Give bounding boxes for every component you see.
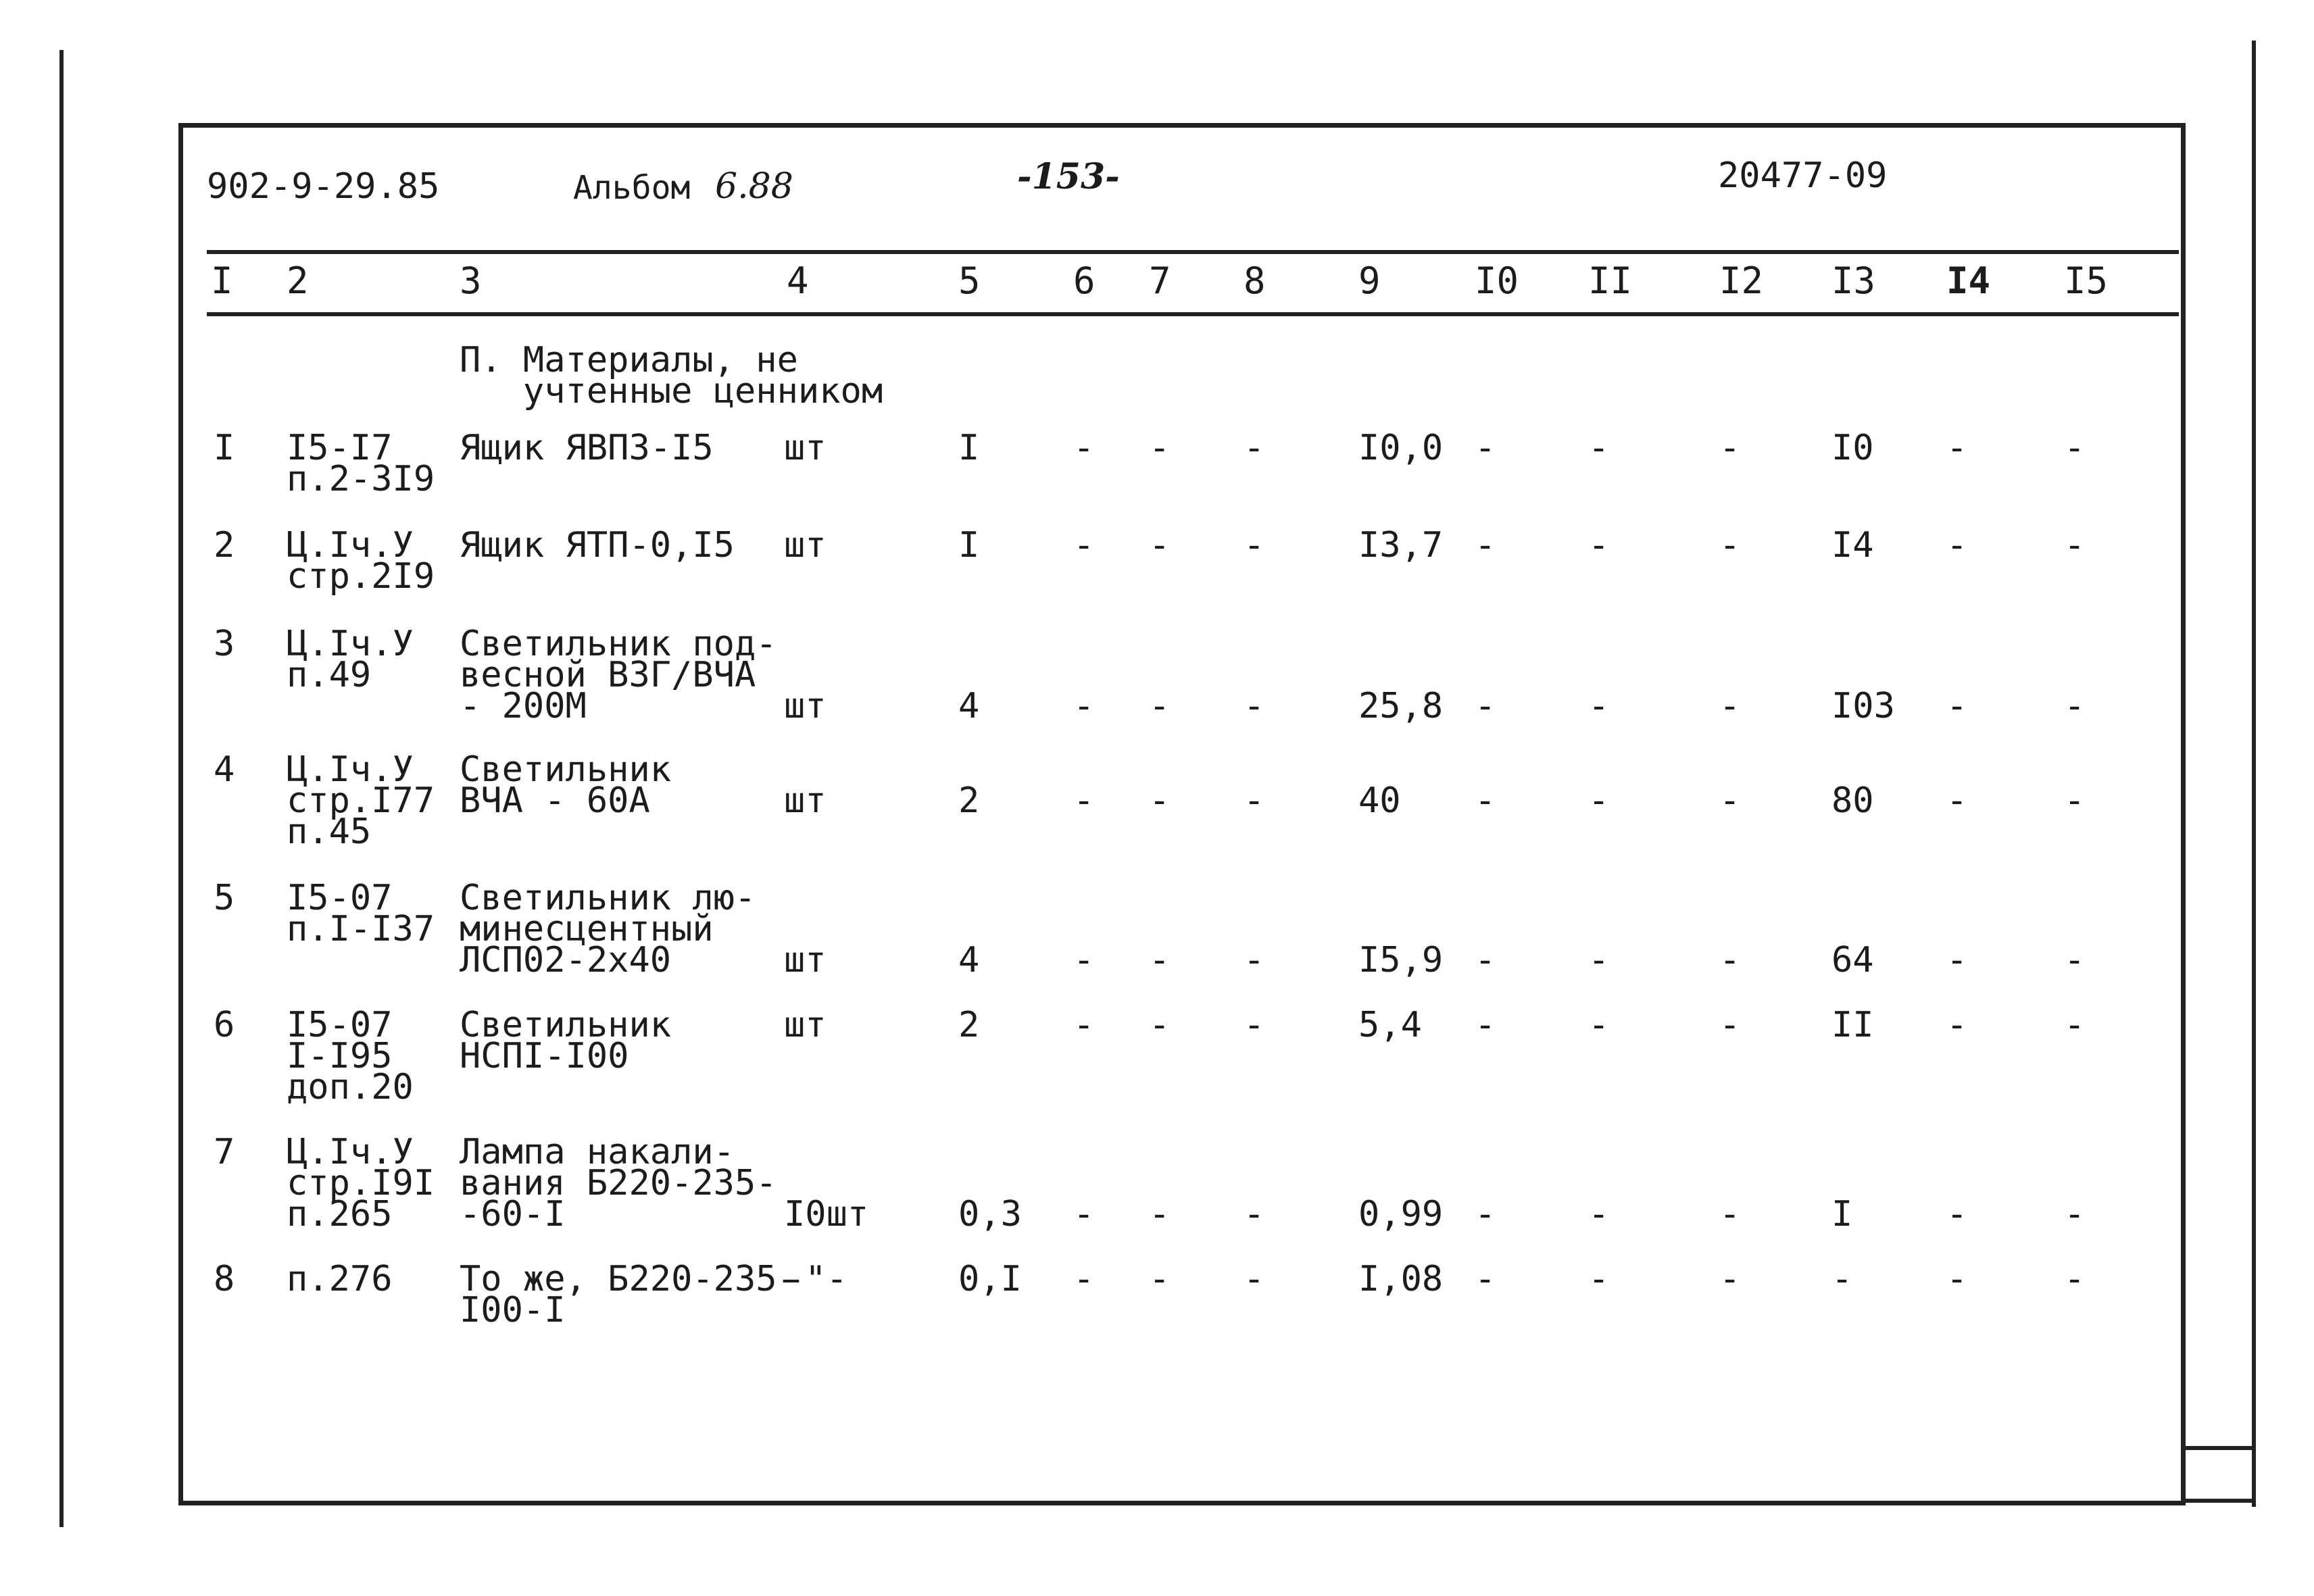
cell-col-6: - [1073, 780, 1095, 821]
cell-col-14: - [1946, 1259, 1968, 1299]
right-binding-stub-top [2186, 1446, 2256, 1450]
cell-col-11: - [1588, 525, 1610, 566]
cell-col-1: 7 [214, 1132, 235, 1172]
cell-col-11: - [1588, 1005, 1610, 1045]
cell-col-8: - [1244, 1194, 1265, 1235]
cell-col-12: - [1719, 1005, 1741, 1045]
cell-col-13: I03 [1831, 686, 1895, 726]
cell-col-5: I [958, 428, 980, 468]
column-header-3: 3 [460, 259, 482, 302]
cell-col-15: - [2064, 940, 2086, 980]
cell-col-13: 80 [1831, 780, 1874, 821]
column-header-4: 4 [787, 259, 809, 302]
cell-col-1: 4 [214, 749, 235, 790]
column-header-2: 2 [287, 259, 309, 302]
cell-col-3: Лампа накали- вания Б220-235- -60-I [460, 1132, 777, 1235]
cell-col-3: То же, Б220-235- I00-I [460, 1259, 798, 1330]
cell-col-4: I0шт [784, 1194, 869, 1235]
cell-col-4: шт [784, 1005, 827, 1045]
cell-col-15: - [2064, 1005, 2086, 1045]
right-binding-line [2252, 41, 2256, 1507]
cell-col-2: Ц.Iч.У стр.I77 п.45 [287, 749, 435, 852]
cell-col-4: шт [784, 780, 827, 821]
section-title: П. Материалы, не учтенные ценником [460, 340, 883, 412]
column-header-13: I3 [1831, 259, 1876, 302]
album-label: Альбом [573, 169, 691, 207]
cell-col-4: -"- [784, 1259, 847, 1299]
cell-col-5: 4 [958, 686, 980, 726]
cell-col-8: - [1244, 525, 1265, 566]
cell-col-12: - [1719, 1194, 1741, 1235]
cell-col-14: - [1946, 525, 1968, 566]
cell-col-10: - [1475, 525, 1496, 566]
cell-col-13: 64 [1831, 940, 1874, 980]
cell-col-7: - [1149, 686, 1171, 726]
cell-col-14: - [1946, 1194, 1968, 1235]
cell-col-1: I [214, 428, 235, 468]
column-header-5: 5 [958, 259, 981, 302]
cell-col-7: - [1149, 1194, 1171, 1235]
cell-col-10: - [1475, 686, 1496, 726]
column-header-1: I [211, 259, 233, 302]
cell-col-8: - [1244, 1005, 1265, 1045]
column-header-15: I5 [2064, 259, 2109, 302]
cell-col-9: 25,8 [1358, 686, 1444, 726]
cell-col-1: 8 [214, 1259, 235, 1299]
page-number: -153- [1017, 156, 1120, 197]
cell-col-4: шт [784, 428, 827, 468]
cell-col-3: Светильник ВЧА - 60А [460, 749, 672, 821]
cell-col-5: 0,I [958, 1259, 1022, 1299]
header-bottom-rule [207, 312, 2179, 316]
cell-col-9: 40 [1358, 780, 1401, 821]
cell-col-8: - [1244, 1259, 1265, 1299]
cell-col-14: - [1946, 940, 1968, 980]
cell-col-10: - [1475, 780, 1496, 821]
cell-col-1: 5 [214, 878, 235, 918]
cell-col-4: шт [784, 686, 827, 726]
cell-col-2: I5-07 п.I-I37 [287, 878, 435, 949]
cell-col-11: - [1588, 1194, 1610, 1235]
cell-col-15: - [2064, 1259, 2086, 1299]
cell-col-11: - [1588, 428, 1610, 468]
cell-col-2: Ц.Iч.У п.49 [287, 624, 414, 695]
column-header-14: I4 [1946, 259, 1991, 302]
cell-col-5: 2 [958, 780, 980, 821]
cell-col-14: - [1946, 780, 1968, 821]
column-header-8: 8 [1244, 259, 1266, 302]
column-header-11: II [1588, 259, 1633, 302]
cell-col-12: - [1719, 686, 1741, 726]
cell-col-2: Ц.Iч.У стр.2I9 [287, 525, 435, 597]
cell-col-1: 3 [214, 624, 235, 664]
cell-col-15: - [2064, 1194, 2086, 1235]
cell-col-6: - [1073, 1194, 1095, 1235]
cell-col-8: - [1244, 780, 1265, 821]
cell-col-13: - [1831, 1259, 1853, 1299]
column-header-10: I0 [1475, 259, 1519, 302]
cell-col-12: - [1719, 525, 1741, 566]
cell-col-10: - [1475, 1005, 1496, 1045]
cell-col-4: шт [784, 940, 827, 980]
cell-col-7: - [1149, 525, 1171, 566]
cell-col-13: I0 [1831, 428, 1874, 468]
column-header-12: I2 [1719, 259, 1764, 302]
cell-col-11: - [1588, 780, 1610, 821]
cell-col-11: - [1588, 686, 1610, 726]
cell-col-7: - [1149, 1005, 1171, 1045]
cell-col-2: I5-I7 п.2-3I9 [287, 428, 435, 499]
cell-col-3: Ящик ЯВПЗ-I5 [460, 428, 714, 468]
cell-col-5: 0,3 [958, 1194, 1022, 1235]
doc-number: 902-9-29.85 [207, 166, 440, 207]
cell-col-14: - [1946, 686, 1968, 726]
header-top-rule [207, 250, 2179, 254]
cell-col-7: - [1149, 940, 1171, 980]
cell-col-7: - [1149, 428, 1171, 468]
cell-col-3: Ящик ЯТП-0,I5 [460, 525, 735, 566]
cell-col-5: I [958, 525, 980, 566]
cell-col-12: - [1719, 940, 1741, 980]
cell-col-5: 2 [958, 1005, 980, 1045]
cell-col-15: - [2064, 686, 2086, 726]
cell-col-11: - [1588, 1259, 1610, 1299]
cell-col-9: I,08 [1358, 1259, 1444, 1299]
right-binding-stub-bottom [2186, 1499, 2256, 1503]
cell-col-9: 0,99 [1358, 1194, 1444, 1235]
cell-col-11: - [1588, 940, 1610, 980]
cell-col-1: 6 [214, 1005, 235, 1045]
document-code: 20477-09 [1718, 155, 1888, 196]
cell-col-8: - [1244, 940, 1265, 980]
cell-col-7: - [1149, 1259, 1171, 1299]
cell-col-15: - [2064, 525, 2086, 566]
cell-col-13: I4 [1831, 525, 1874, 566]
cell-col-10: - [1475, 1259, 1496, 1299]
cell-col-8: - [1244, 428, 1265, 468]
cell-col-6: - [1073, 1005, 1095, 1045]
left-binding-line [59, 50, 64, 1527]
cell-col-2: I5-07 I-I95 доп.20 [287, 1005, 414, 1107]
cell-col-1: 2 [214, 525, 235, 566]
cell-col-2: п.276 [287, 1259, 393, 1299]
cell-col-9: I5,9 [1358, 940, 1444, 980]
cell-col-12: - [1719, 428, 1741, 468]
cell-col-6: - [1073, 428, 1095, 468]
cell-col-13: I [1831, 1194, 1853, 1235]
cell-col-3: Светильник под- весной ВЗГ/ВЧА - 200М [460, 624, 777, 726]
cell-col-10: - [1475, 428, 1496, 468]
cell-col-6: - [1073, 686, 1095, 726]
cell-col-2: Ц.Iч.У стр.I9I п.265 [287, 1132, 435, 1235]
cell-col-6: - [1073, 525, 1095, 566]
cell-col-12: - [1719, 780, 1741, 821]
column-header-9: 9 [1358, 259, 1381, 302]
cell-col-13: II [1831, 1005, 1874, 1045]
cell-col-15: - [2064, 780, 2086, 821]
cell-col-5: 4 [958, 940, 980, 980]
cell-col-7: - [1149, 780, 1171, 821]
cell-col-9: I3,7 [1358, 525, 1444, 566]
cell-col-8: - [1244, 686, 1265, 726]
column-header-7: 7 [1149, 259, 1171, 302]
cell-col-9: I0,0 [1358, 428, 1444, 468]
cell-col-6: - [1073, 940, 1095, 980]
cell-col-3: Светильник НСПI-I00 [460, 1005, 672, 1076]
cell-col-14: - [1946, 428, 1968, 468]
cell-col-6: - [1073, 1259, 1095, 1299]
album-number: 6.88 [715, 166, 793, 207]
cell-col-15: - [2064, 428, 2086, 468]
cell-col-10: - [1475, 1194, 1496, 1235]
cell-col-10: - [1475, 940, 1496, 980]
cell-col-9: 5,4 [1358, 1005, 1422, 1045]
cell-col-4: шт [784, 525, 827, 566]
cell-col-14: - [1946, 1005, 1968, 1045]
cell-col-3: Светильник лю- минесцентный ЛСП02-2х40 [460, 878, 756, 980]
column-header-6: 6 [1073, 259, 1096, 302]
cell-col-12: - [1719, 1259, 1741, 1299]
